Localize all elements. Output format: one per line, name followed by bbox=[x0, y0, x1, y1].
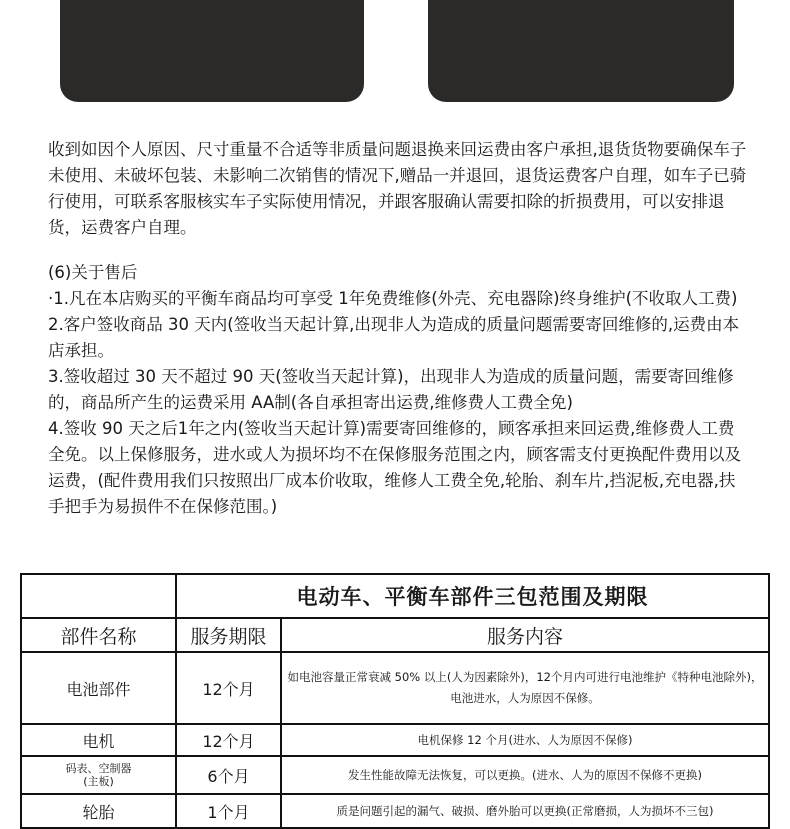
part-name: 电机 bbox=[21, 724, 176, 756]
table-row bbox=[21, 756, 769, 794]
return-policy-paragraph: 收到如因个人原因、尺寸重量不合适等非质量问题退换来回运费由客户承担,退货货物要确保车子未使用、未破坏包装、未影响二次销售的情况下,赠品一并退回，退货运费客户自理，如车子已骑行使用，可联系客服核实车子实际使用情况，并跟客服确认需要扣除的折损费用，可以安排退货，运费客户自理。 bbox=[48, 140, 747, 237]
table-title: 电动车、平衡车部件三包范围及期限 bbox=[176, 574, 769, 618]
service-content: 电机保修 12 个月(进水、人为原因不保修) bbox=[281, 724, 769, 756]
service-period: 6个月 bbox=[176, 756, 281, 794]
warranty-table bbox=[20, 573, 770, 829]
product-photo-right bbox=[428, 0, 734, 102]
return-policy-section bbox=[48, 137, 748, 241]
header-part-name: 部件名称 bbox=[21, 618, 176, 652]
table-row bbox=[21, 652, 769, 724]
table-row bbox=[21, 724, 769, 756]
service-period: 1个月 bbox=[176, 794, 281, 828]
after-sales-item-3: 3.签收超过 30 天不超过 90 天(签收当天起计算)，出现非人为造成的质量问题，需要寄回维修的，商品所产生的运费采用 AA制(各自承担寄出运费,维修费人工费全免) bbox=[48, 367, 734, 412]
after-sales-item-2: 2.客户签收商品 30 天内(签收当天起计算,出现非人为造成的质量问题需要寄回维修的,运费由本店承担。 bbox=[48, 315, 740, 360]
after-sales-item-4: 4.签收 90 天之后1年之内(签收当天起计算)需要寄回维修的，顾客承担来回运费,维修费人工费全免。以上保修服务，进水或人为损坏均不在保修服务范围之内，顾客需支付更换配件费用以及运费，(配件费用我们只按照出厂成本价收取，维修人工费全免,轮胎、刹车片,挡泥板,充电器,扶手把手为易损件不在保修范围。) bbox=[48, 419, 741, 516]
service-period: 12个月 bbox=[176, 724, 281, 756]
part-name: 电池部件 bbox=[21, 652, 176, 724]
service-content: 质是问题引起的漏气、破损、磨外胎可以更换(正常磨损，人为损坏不三包) bbox=[281, 794, 769, 828]
service-content: 发生性能故障无法恢复，可以更换。(进水、人为的原因不保修不更换) bbox=[281, 756, 769, 794]
table-header-row bbox=[21, 618, 769, 652]
after-sales-heading: (6)关于售后 bbox=[48, 263, 138, 282]
part-name: 轮胎 bbox=[21, 794, 176, 828]
after-sales-item-1: ·1.凡在本店购买的平衡车商品均可享受 1年免费维修(外壳、充电器除)终身维护(不收取人工费) bbox=[48, 289, 738, 308]
part-name: 码表、空制器 (主板) bbox=[21, 756, 176, 794]
header-service-content: 服务内容 bbox=[281, 618, 769, 652]
header-service-period: 服务期限 bbox=[176, 618, 281, 652]
after-sales-section bbox=[48, 260, 748, 520]
product-photo-left bbox=[60, 0, 364, 102]
service-content: 如电池容量正常衰减 50% 以上(人为因素除外)，12个月内可进行电池维护《特种电池除外)，电池进水，人为原因不保修。 bbox=[281, 652, 769, 724]
table-corner-cell bbox=[21, 574, 176, 618]
table-row bbox=[21, 794, 769, 828]
service-period: 12个月 bbox=[176, 652, 281, 724]
